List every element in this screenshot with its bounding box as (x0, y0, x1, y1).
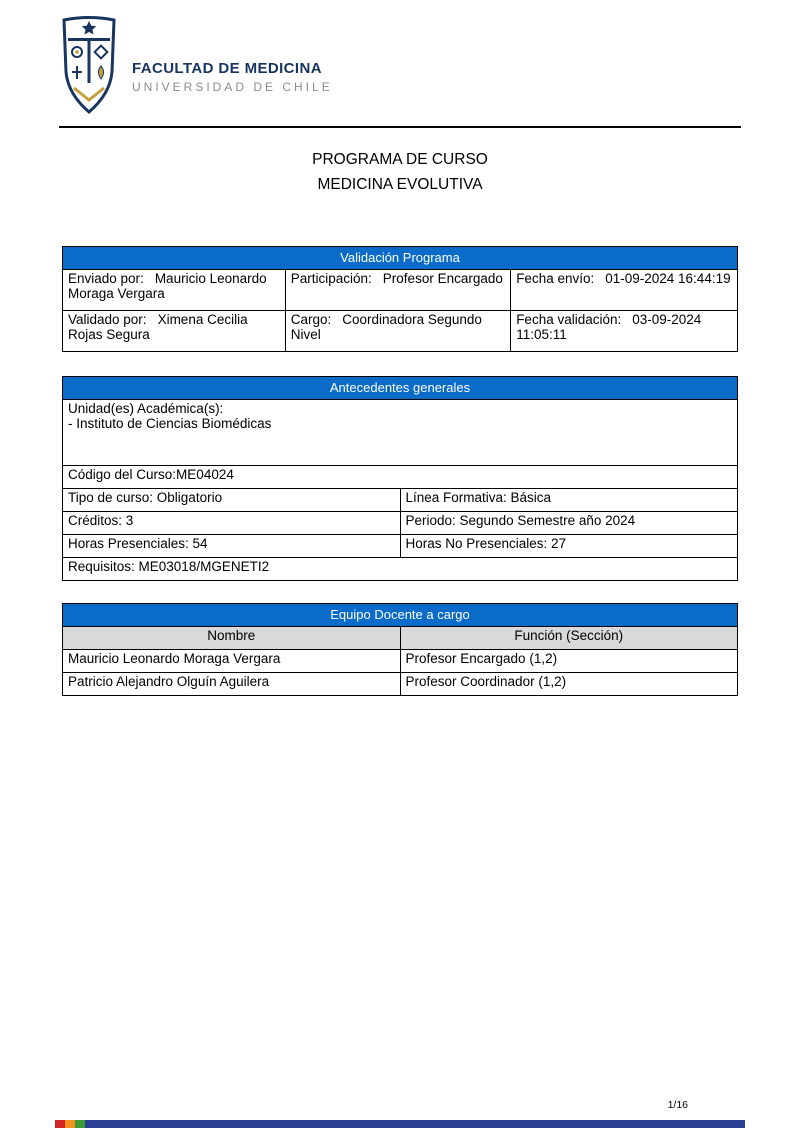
table-row (63, 557, 738, 580)
cell-docente-nombre: Patricio Alejandro Olguín Aguilera (63, 672, 401, 695)
field-value: 03-09-2024 11:05:11 (516, 311, 702, 342)
table-row (63, 399, 738, 465)
table-row (63, 465, 738, 488)
footer-bar-red-segment (55, 1120, 65, 1128)
field-value: Coordinadora Segundo Nivel (290, 311, 482, 342)
cell-fecha-validacion (511, 310, 738, 351)
table-row (63, 672, 738, 695)
field-value: 01-09-2024 16:44:19 (605, 270, 731, 286)
cell-tipo-curso: Tipo de curso: Obligatorio (63, 488, 401, 511)
antecedentes-section (62, 376, 738, 581)
cell-docente-funcion: Profesor Coordinador (1,2) (400, 672, 738, 695)
validation-section (62, 246, 738, 352)
document-title-line2: MEDICINA EVOLUTIVA (317, 175, 483, 193)
document-title-line1: PROGRAMA DE CURSO (312, 151, 488, 168)
table-row (63, 511, 738, 534)
cell-cargo (285, 310, 510, 351)
cell-requisitos: Requisitos: ME03018/MGENETI2 (63, 557, 738, 580)
field-label: Fecha envío: (516, 270, 595, 286)
cell-participacion (285, 269, 510, 310)
table-row (63, 649, 738, 672)
field-label: Validado por: (68, 311, 147, 327)
validation-table-header: Validación Programa (62, 246, 738, 269)
header-divider (59, 126, 741, 128)
cell-docente-nombre: Mauricio Leonardo Moraga Vergara (63, 649, 401, 672)
equipo-table (62, 626, 738, 696)
antecedentes-table-header: Antecedentes generales (62, 376, 738, 399)
table-header-row (63, 626, 738, 649)
cell-horas-presenciales: Horas Presenciales: 54 (63, 534, 401, 557)
field-label: Cargo: (290, 311, 332, 327)
table-row (63, 534, 738, 557)
logo-faculty-name: FACULTAD DE MEDICINA (132, 60, 322, 77)
field-value: Ximena Cecilia Rojas Segura (68, 311, 248, 342)
document-title (0, 148, 800, 198)
logo-university-name: UNIVERSIDAD DE CHILE (132, 80, 333, 94)
footer-color-bar (55, 1120, 745, 1128)
equipo-table-header: Equipo Docente a cargo (62, 603, 738, 626)
cell-creditos: Créditos: 3 (63, 511, 401, 534)
antecedentes-table (62, 399, 738, 581)
table-row (63, 488, 738, 511)
footer-bar-orange-segment (65, 1120, 75, 1128)
logo-text (132, 60, 333, 94)
unidad-item: - Instituto de Ciencias Biomédicas (68, 415, 272, 431)
footer-bar-green-segment (75, 1120, 85, 1128)
cell-unidad-academica (63, 399, 738, 465)
field-label: Participación: (290, 270, 372, 286)
column-header-nombre: Nombre (63, 626, 401, 649)
unidad-title: Unidad(es) Académica(s): (68, 400, 224, 416)
cell-enviado-por (63, 269, 286, 310)
column-header-funcion: Función (Sección) (400, 626, 738, 649)
table-row (63, 269, 738, 310)
header-logo (0, 0, 800, 116)
validation-table (62, 269, 738, 352)
page-number: 1/16 (667, 1099, 688, 1111)
cell-codigo-curso: Código del Curso:ME04024 (63, 465, 738, 488)
cell-horas-no-presenciales: Horas No Presenciales: 27 (400, 534, 738, 557)
cell-validado-por (63, 310, 286, 351)
field-label: Enviado por: (68, 270, 144, 286)
cell-periodo: Periodo: Segundo Semestre año 2024 (400, 511, 738, 534)
field-value: Profesor Encargado (382, 270, 503, 286)
equipo-section (62, 603, 738, 696)
footer-bar-blue-segment (85, 1120, 745, 1128)
cell-docente-funcion: Profesor Encargado (1,2) (400, 649, 738, 672)
table-row (63, 310, 738, 351)
university-crest-icon (60, 14, 118, 116)
cell-fecha-envio (511, 269, 738, 310)
field-value: Mauricio Leonardo Moraga Vergara (68, 270, 267, 301)
cell-linea-formativa: Línea Formativa: Básica (400, 488, 738, 511)
field-label: Fecha validación: (516, 311, 622, 327)
